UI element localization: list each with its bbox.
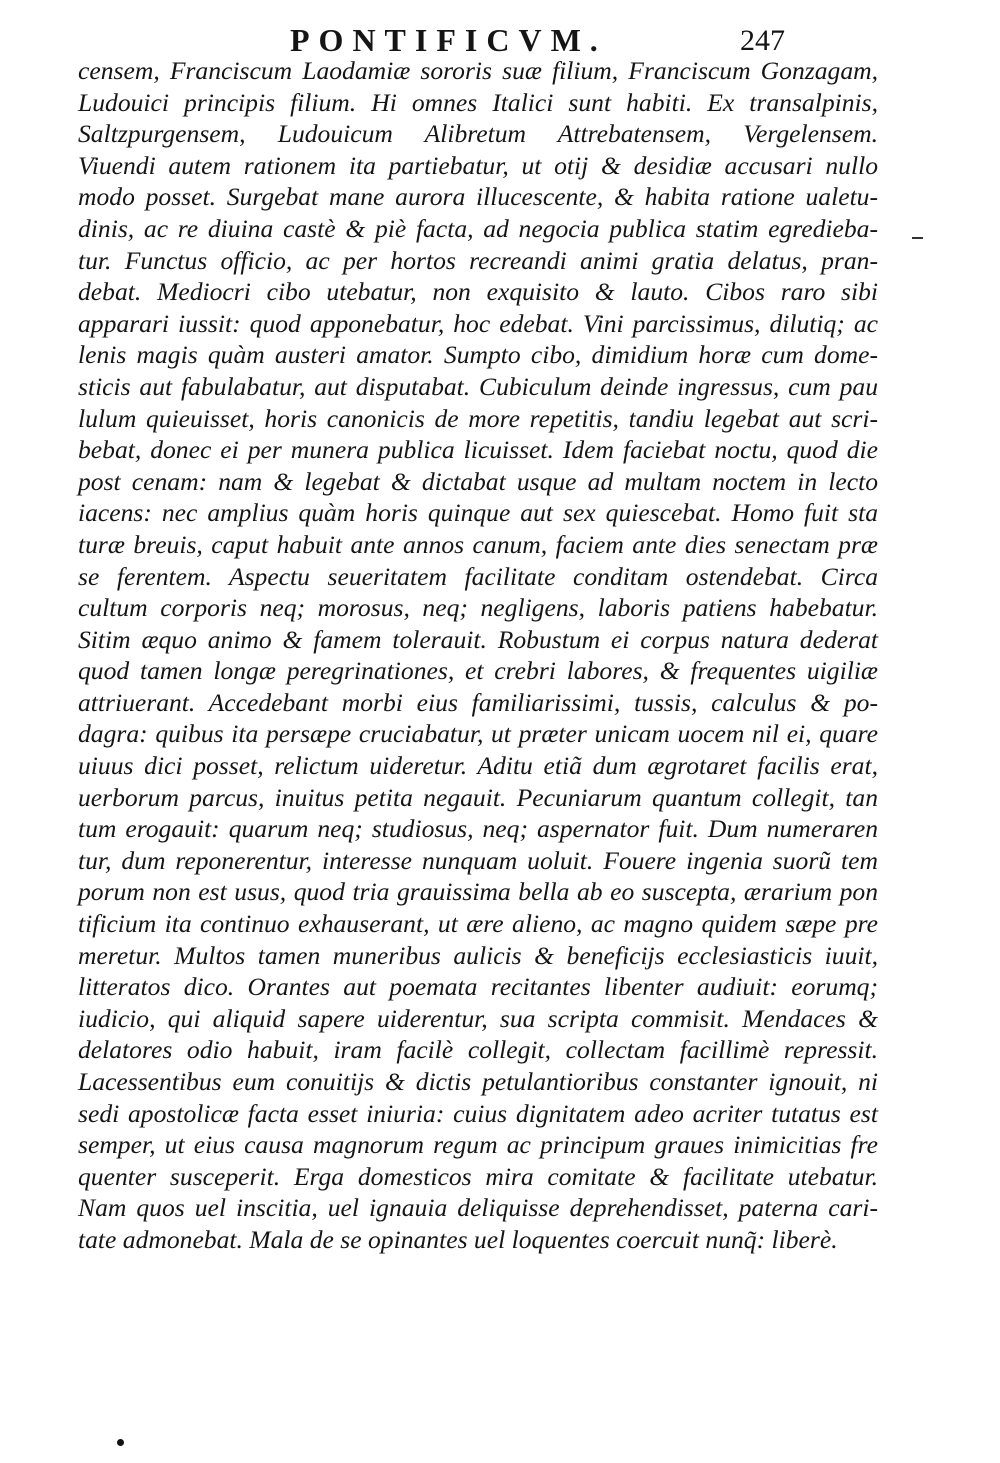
page-number: 247 [740,24,785,57]
margin-mark [912,237,923,239]
text-line: Viuendi autem rationem ita partiebatur, ut otij & desidiæ accusari nullo [78,150,878,180]
text-line: cultum corporis neq; morosus, neq; negligens, laboris patiens habebatur. [78,593,878,623]
text-line: delatores odio habuit, iram facilè collegit, collectam facillimè repressit. [78,1035,878,1065]
text-line: porum non est usus, quod tria grauissima bella ab eo suscepta, ærarium pon [78,877,878,907]
text-line: modo posset. Surgebat mane aurora illucescente, & habita ratione ualetu- [78,182,878,212]
text-line: Lacessentibus eum conuitijs & dictis petulantioribus constanter ignouit, ni [78,1067,878,1096]
text-line: tificium ita continuo exhauserant, ut ære alieno, ac magno quidem sæpe pre [78,909,878,939]
text-line: Nam quos uel inscitia, uel ignauia deliquisse deprehendisset, paterna cari- [78,1193,878,1223]
running-head [0,22,1000,58]
ink-spot [117,1439,124,1446]
text-line: tur. Functus officio, ac per hortos recreandi animi gratia delatus, pran- [78,245,878,275]
text-line: sedi apostolicæ facta esset iniuria: cuius dignitatem adeo acriter tutatus est [78,1098,878,1128]
text-line: apparari iussit: quod apponebatur, hoc edebat. Vini parcissimus, dilutiq; ac [78,308,878,338]
text-line: se ferentem. Aspectu seueritatem facilitate conditam ostendebat. Circa [78,561,878,591]
text-line: Sitim æquo animo & famem tolerauit. Robustum ei corpus natura dederat [78,624,878,654]
text-line: censem, Franciscum Laodamiæ sororis suæ filium, Franciscum Gonzagam, [78,56,878,85]
text-line: post cenam: nam & legebat & dictabat usque ad multam noctem in lecto [78,466,878,496]
text-line: bebat, donec ei per munera publica licuisset. Idem faciebat noctu, quod die [78,435,878,465]
text-line: quod tamen longæ peregrinationes, et crebri labores, & frequentes uigiliæ [78,656,878,686]
text-line: iacens: nec amplius quàm horis quinque aut sex quiescebat. Homo fuit sta [78,498,878,528]
text-line: debat. Mediocri cibo utebatur, non exquisito & lauto. Cibos raro sibi [78,277,878,307]
text-line: meretur. Multos tamen muneribus aulicis & beneficijs ecclesiasticis iuuit, [78,940,878,970]
text-line: dagra: quibus ita persæpe cruciabatur, ut præter unicam uocem nil ei, quare [78,719,878,749]
body-text [78,55,878,1256]
text-line: tur, dum reponerentur, interesse nunquam uoluit. Fouere ingenia suorũ tem [78,845,878,875]
text-line: turæ breuis, caput habuit ante annos canum, faciem ante dies senectam præ [78,529,878,559]
text-line: quenter susceperit. Erga domesticos mira comitate & facilitate utebatur. [78,1161,878,1191]
text-line: litteratos dico. Orantes aut poemata recitantes libenter audiuit: eorumq; [78,972,878,1002]
text-line: uiuus dici posset, relictum uideretur. Aditu etiã dum ægrotaret facilis erat, [78,751,878,781]
text-line: Ludouici principis filium. Hi omnes Italici sunt habiti. Ex transalpinis, [78,87,878,117]
text-line: sticis aut fabulabatur, aut disputabat. Cubiculum deinde ingressus, cum pau [78,371,878,401]
text-line: attriuerant. Accedebant morbi eius familiarissimi, tussis, calculus & po- [78,687,878,717]
text-line: uerborum parcus, inuitus petita negauit. Pecuniarum quantum collegit, tan [78,782,878,812]
text-line: dinis, ac re diuina castè & piè facta, ad negocia publica statim egredieba- [78,213,878,243]
text-line: iudicio, qui aliquid sapere uiderentur, sua scripta commisit. Mendaces & [78,1003,878,1033]
text-line: Saltzpurgensem, Ludouicum Alibretum Attrebatensem, Vergelensem. [78,119,878,149]
text-line: tate admonebat. Mala de se opinantes uel loquentes coercuit nunq̃: liberè. [78,1224,838,1254]
text-line: semper, ut eius causa magnorum regum ac principum graues inimicitias fre [78,1130,878,1160]
text-line: tum erogauit: quarum neq; studiosus, neq; aspernator fuit. Dum numeraren [78,814,878,844]
running-head-title: PONTIFICVM. [290,22,607,58]
text-line: lulum quieuisset, horis canonicis de more repetitis, tandiu legebat aut scri- [78,403,878,433]
text-line: lenis magis quàm austeri amator. Sumpto cibo, dimidium horæ cum dome- [78,340,878,370]
